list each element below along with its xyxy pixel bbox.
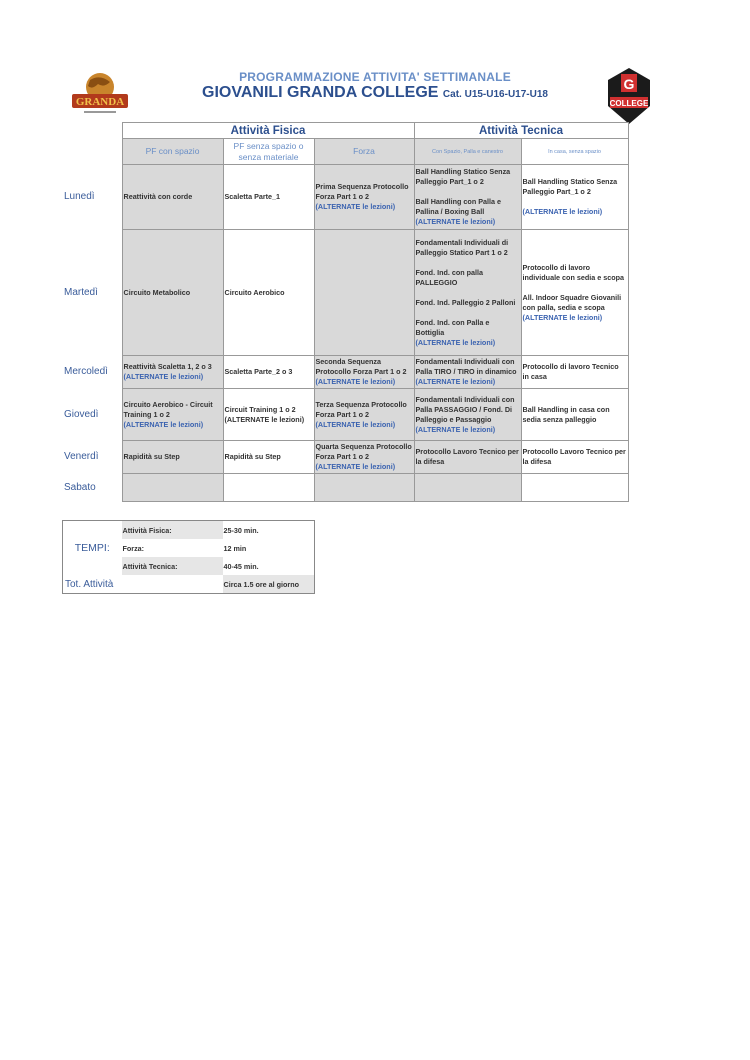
cell-mercoledi-in-casa: Protocollo di lavoro Tecnico in casa: [521, 356, 628, 389]
cell-mercoledi-pf-con-spazio: Reattività Scaletta 1, 2 o 3 (ALTERNATE le lezioni): [122, 356, 223, 389]
cell-venerdi-forza: Quarta Sequenza Protocollo Forza Part 1 o 2 (ALTERNATE le lezioni): [314, 441, 414, 474]
cell-giovedi-pf-senza-spazio: Circuit Training 1 o 2 (ALTERNATE le lezioni): [223, 389, 314, 441]
tempi-label: TEMPI:: [74, 542, 110, 554]
tempi-row-value: 12 min: [223, 543, 247, 553]
category-label: Cat. U15-U16-U17-U18: [442, 89, 548, 100]
tempi-row-name: Attività Fisica:: [122, 521, 223, 540]
cell-lunedi-pf-con-spazio: Reattività con corde: [122, 165, 223, 230]
cell-sabato-pf-con-spazio: [122, 474, 223, 502]
day-venerdi: Venerdì: [62, 441, 122, 474]
page-subtitle: GIOVANILI GRANDA COLLEGE Cat. U15-U16-U17-U18: [202, 84, 548, 101]
cell-lunedi-in-casa: Ball Handling Statico Senza Palleggio Part_1 o 2 (ALTERNATE le lezioni): [521, 165, 628, 230]
col-pf-con-spazio: PF con spazio: [122, 139, 223, 165]
cell-giovedi-pf-con-spazio: Circuito Aerobico - Circuit Training 1 o 2 (ALTERNATE le lezioni): [122, 389, 223, 441]
cell-sabato-forza: [314, 474, 414, 502]
cell-sabato-con-spazio: [414, 474, 521, 502]
cell-mercoledi-forza: Seconda Sequenza Protocollo Forza Part 1 o 2 (ALTERNATE le lezioni): [314, 356, 414, 389]
cell-lunedi-con-spazio: Ball Handling Statico Senza Palleggio Part_1 o 2 Ball Handling con Palla e Pallina / Boxing Ball (ALTERNATE le lezioni): [414, 165, 521, 230]
cell-venerdi-con-spazio: Protocollo Lavoro Tecnico per la difesa: [414, 441, 521, 474]
cell-martedi-pf-senza-spazio: Circuito Aerobico: [223, 230, 314, 356]
cell-mercoledi-con-spazio: Fondamentali Individuali con Palla TIRO / TIRO in dinamico (ALTERNATE le lezioni): [414, 356, 521, 389]
cell-martedi-con-spazio: Fondamentali Individuali di Palleggio Statico Part 1 o 2 Fond. Ind. con palla PALLEGGIO Fond. Ind. Palleggio 2 Palloni Fond. Ind. con Palla e Bottiglia (ALTERNATE le lezioni): [414, 230, 521, 356]
schedule-table: [62, 122, 629, 502]
day-sabato: Sabato: [62, 474, 122, 502]
tempi-row-value: 25-30 min.: [223, 525, 259, 535]
cell-giovedi-con-spazio: Fondamentali Individuali con Palla PASSAGGIO / Fond. Di Palleggio e Passaggio (ALTERNATE le lezioni): [414, 389, 521, 441]
cell-giovedi-in-casa: Ball Handling in casa con sedia senza palleggio: [521, 389, 628, 441]
day-mercoledi: Mercoledì: [62, 356, 122, 389]
row-giovedi: [62, 389, 628, 441]
page-title: PROGRAMMAZIONE ATTIVITA' SETTIMANALE: [239, 70, 511, 84]
row-martedi: [62, 230, 628, 356]
cell-sabato-in-casa: [521, 474, 628, 502]
granda-college-logo: [604, 66, 654, 126]
tempi-table: [62, 520, 315, 594]
cell-lunedi-pf-senza-spazio: Scaletta Parte_1: [223, 165, 314, 230]
cell-giovedi-forza: Terza Sequenza Protocollo Forza Part 1 o 2 (ALTERNATE le lezioni): [314, 389, 414, 441]
day-giovedi: Giovedì: [62, 389, 122, 441]
row-venerdi: [62, 441, 628, 474]
row-lunedi: [62, 165, 628, 230]
cell-martedi-in-casa: Protocollo di lavoro individuale con sedia e scopa All. Indoor Squadre Giovanili con palla, sedia e scopa (ALTERNATE le lezioni): [521, 230, 628, 356]
cell-venerdi-in-casa: Protocollo Lavoro Tecnico per la difesa: [521, 441, 628, 474]
row-mercoledi: [62, 356, 628, 389]
cell-martedi-pf-con-spazio: Circuito Metabolico: [122, 230, 223, 356]
total-value: Circa 1.5 ore al giorno: [223, 575, 315, 594]
header-attivita-tecnica: Attività Tecnica: [414, 123, 628, 139]
cell-venerdi-pf-con-spazio: Rapidità su Step: [122, 441, 223, 474]
svg-text:G: G: [623, 76, 635, 92]
day-martedi: Martedì: [62, 230, 122, 356]
day-lunedi: Lunedì: [62, 165, 122, 230]
cell-lunedi-forza: Prima Sequenza Protocollo Forza Part 1 o 2 (ALTERNATE le lezioni): [314, 165, 414, 230]
tempi-row-name: Forza:: [122, 543, 145, 553]
total-label: Tot. Attività: [65, 578, 114, 590]
row-sabato: [62, 474, 628, 502]
svg-text:GRANDA: GRANDA: [75, 96, 125, 108]
col-forza: Forza: [314, 139, 414, 165]
tempi-row-value: 40-45 min.: [223, 561, 259, 571]
cell-martedi-forza: [314, 230, 414, 356]
header-attivita-fisica: Attività Fisica: [122, 123, 414, 139]
svg-text:COLLEGE: COLLEGE: [609, 99, 649, 108]
cell-sabato-pf-senza-spazio: [223, 474, 314, 502]
cell-mercoledi-pf-senza-spazio: Scaletta Parte_2 o 3: [223, 356, 314, 389]
cell-venerdi-pf-senza-spazio: Rapidità su Step: [223, 441, 314, 474]
col-in-casa: In casa, senza spazio: [521, 139, 628, 165]
tempi-row-name: Attività Tecnica:: [122, 557, 223, 575]
col-con-spazio: Con Spazio, Palla e canestro: [414, 139, 521, 165]
col-pf-senza-spazio: PF senza spazio o senza materiale: [223, 139, 314, 165]
